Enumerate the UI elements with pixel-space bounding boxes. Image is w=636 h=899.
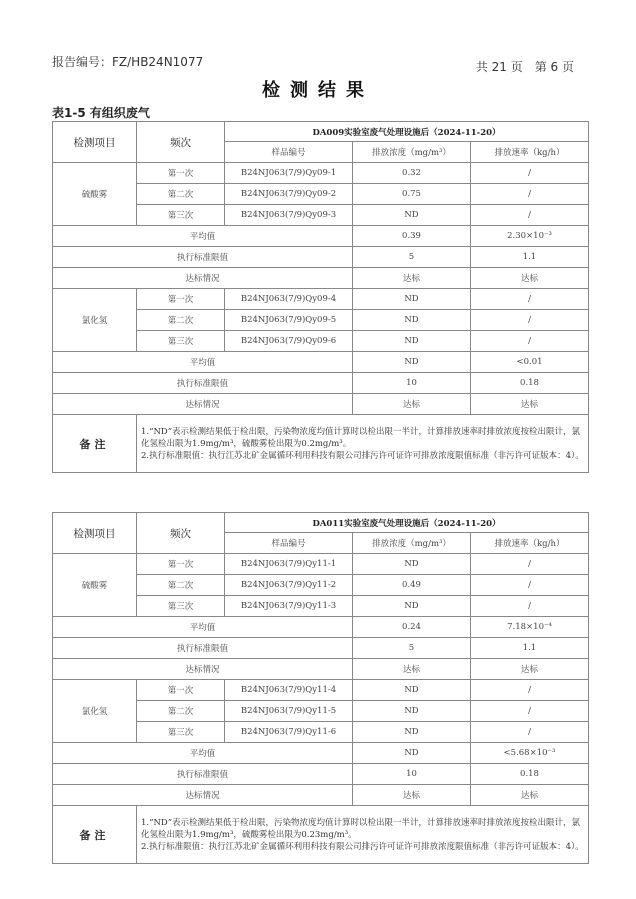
remark-note-2: 2.执行标准限值：执行江苏北矿金属循环利用科技有限公司排污许可证许可排放浓度限值标准（非污许可证版本：4）。 — [141, 450, 584, 461]
results-table-da011 — [52, 512, 589, 864]
rate: / — [471, 722, 589, 743]
frequency: 第二次 — [137, 310, 225, 331]
status-rate: 达标 — [471, 659, 589, 680]
concentration: ND — [353, 554, 471, 575]
item-name: 硫酸雾 — [53, 163, 137, 226]
sample-no: B24NJ063(7/9)Qy11-6 — [225, 722, 353, 743]
rate: / — [471, 701, 589, 722]
frequency: 第一次 — [137, 289, 225, 310]
remark-label: 备注 — [53, 806, 137, 864]
header-frequency: 频次 — [137, 122, 225, 163]
concentration: ND — [353, 310, 471, 331]
limit-label: 执行标准限值 — [53, 247, 353, 268]
concentration: ND — [353, 596, 471, 617]
rate: / — [471, 680, 589, 701]
limit-rate: 1.1 — [471, 638, 589, 659]
status-rate: 达标 — [471, 268, 589, 289]
average-concentration: ND — [353, 352, 471, 373]
sample-no: B24NJ063(7/9)Qy09-2 — [225, 184, 353, 205]
report-number: 报告编号：FZ/HB24N1077 — [52, 55, 204, 69]
header-frequency: 频次 — [137, 513, 225, 554]
item-name: 硫酸雾 — [53, 554, 137, 617]
limit-label: 执行标准限值 — [53, 764, 353, 785]
rate: / — [471, 554, 589, 575]
status-concentration: 达标 — [353, 394, 471, 415]
concentration: ND — [353, 205, 471, 226]
status-label: 达标情况 — [53, 394, 353, 415]
status-label: 达标情况 — [53, 268, 353, 289]
rate: / — [471, 310, 589, 331]
limit-rate: 0.18 — [471, 764, 589, 785]
frequency: 第三次 — [137, 331, 225, 352]
frequency: 第二次 — [137, 701, 225, 722]
frequency: 第三次 — [137, 596, 225, 617]
facility-title: DA011实验室废气处理设施后（2024-11-20） — [225, 513, 589, 533]
page-title: 检测结果 — [262, 80, 374, 101]
remark-text — [137, 415, 589, 473]
rate: / — [471, 331, 589, 352]
item-name: 氯化氢 — [53, 289, 137, 352]
concentration: ND — [353, 722, 471, 743]
rate: / — [471, 205, 589, 226]
average-rate: 2.30×10⁻³ — [471, 226, 589, 247]
sample-no: B24NJ063(7/9)Qy09-5 — [225, 310, 353, 331]
average-label: 平均值 — [53, 226, 353, 247]
average-concentration: 0.39 — [353, 226, 471, 247]
sample-no: B24NJ063(7/9)Qy09-1 — [225, 163, 353, 184]
item-name: 氯化氢 — [53, 680, 137, 743]
header-rate: 排放速率（kg/h） — [471, 142, 589, 163]
rate: / — [471, 575, 589, 596]
frequency: 第三次 — [137, 205, 225, 226]
rate: / — [471, 596, 589, 617]
limit-rate: 0.18 — [471, 373, 589, 394]
sample-no: B24NJ063(7/9)Qy09-4 — [225, 289, 353, 310]
rate: / — [471, 184, 589, 205]
table-caption: 表1-5 有组织废气 — [52, 106, 150, 120]
sample-no: B24NJ063(7/9)Qy09-6 — [225, 331, 353, 352]
rate: / — [471, 163, 589, 184]
remark-note-1: 1.“ND”表示检测结果低于检出限，污染物浓度均值计算时以检出限一半计，计算排放速率时排放浓度按检出限计，氯化氢检出限为1.9mg/m³，硫酸雾检出限为0.2mg/m³。 — [141, 426, 581, 449]
results-table-da009 — [52, 121, 589, 473]
average-concentration: ND — [353, 743, 471, 764]
header-item: 检测项目 — [53, 122, 137, 163]
status-rate: 达标 — [471, 394, 589, 415]
concentration: 0.32 — [353, 163, 471, 184]
sample-no: B24NJ063(7/9)Qy11-4 — [225, 680, 353, 701]
concentration: ND — [353, 701, 471, 722]
concentration: ND — [353, 289, 471, 310]
frequency: 第一次 — [137, 680, 225, 701]
sample-no: B24NJ063(7/9)Qy11-5 — [225, 701, 353, 722]
average-rate: 7.18×10⁻⁴ — [471, 617, 589, 638]
average-label: 平均值 — [53, 617, 353, 638]
header-rate: 排放速率（kg/h） — [471, 533, 589, 554]
frequency: 第三次 — [137, 722, 225, 743]
sample-no: B24NJ063(7/9)Qy11-1 — [225, 554, 353, 575]
concentration: 0.75 — [353, 184, 471, 205]
facility-title: DA009实验室废气处理设施后（2024-11-20） — [225, 122, 589, 142]
status-label: 达标情况 — [53, 785, 353, 806]
average-concentration: 0.24 — [353, 617, 471, 638]
average-label: 平均值 — [53, 352, 353, 373]
status-concentration: 达标 — [353, 268, 471, 289]
limit-label: 执行标准限值 — [53, 638, 353, 659]
status-label: 达标情况 — [53, 659, 353, 680]
frequency: 第二次 — [137, 575, 225, 596]
remark-note-2: 2.执行标准限值：执行江苏北矿金属循环利用科技有限公司排污许可证许可排放浓度限值标准（非污许可证版本：4）。 — [141, 841, 584, 852]
header-concentration: 排放浓度（mg/m³） — [353, 142, 471, 163]
header-concentration: 排放浓度（mg/m³） — [353, 533, 471, 554]
average-rate: <5.68×10⁻³ — [471, 743, 589, 764]
remark-label: 备注 — [53, 415, 137, 473]
frequency: 第一次 — [137, 163, 225, 184]
concentration: ND — [353, 331, 471, 352]
sample-no: B24NJ063(7/9)Qy11-3 — [225, 596, 353, 617]
limit-concentration: 5 — [353, 638, 471, 659]
average-label: 平均值 — [53, 743, 353, 764]
header-sample-no: 样品编号 — [225, 142, 353, 163]
concentration: 0.49 — [353, 575, 471, 596]
page-info: 共 21 页 第 6 页 — [475, 60, 574, 74]
frequency: 第二次 — [137, 184, 225, 205]
sample-no: B24NJ063(7/9)Qy11-2 — [225, 575, 353, 596]
concentration: ND — [353, 680, 471, 701]
limit-concentration: 10 — [353, 373, 471, 394]
limit-concentration: 10 — [353, 764, 471, 785]
frequency: 第一次 — [137, 554, 225, 575]
sample-no: B24NJ063(7/9)Qy09-3 — [225, 205, 353, 226]
rate: / — [471, 289, 589, 310]
status-rate: 达标 — [471, 785, 589, 806]
average-rate: <0.01 — [471, 352, 589, 373]
remark-text — [137, 806, 589, 864]
header-sample-no: 样品编号 — [225, 533, 353, 554]
status-concentration: 达标 — [353, 785, 471, 806]
limit-concentration: 5 — [353, 247, 471, 268]
status-concentration: 达标 — [353, 659, 471, 680]
header-item: 检测项目 — [53, 513, 137, 554]
remark-note-1: 1.“ND”表示检测结果低于检出限，污染物浓度均值计算时以检出限一半计，计算排放速率时排放浓度按检出限计，氯化氢检出限为1.9mg/m³，硫酸雾检出限为0.23mg/m³。 — [141, 817, 581, 840]
limit-rate: 1.1 — [471, 247, 589, 268]
limit-label: 执行标准限值 — [53, 373, 353, 394]
